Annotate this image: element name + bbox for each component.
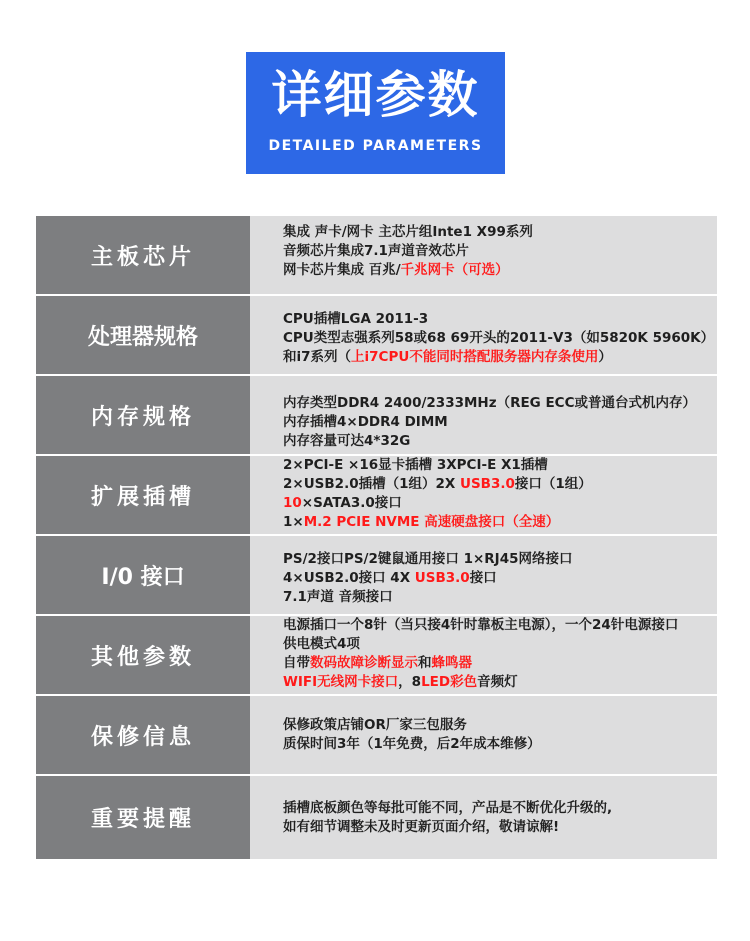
spec-text: 音频芯片集成7.1声道音效芯片: [283, 243, 469, 259]
spec-line: [283, 394, 717, 413]
spec-line: [283, 432, 717, 451]
spec-text: PS/2接口PS/2键鼠通用接口 1×RJ45网络接口: [283, 551, 573, 567]
spec-line: [283, 242, 717, 261]
spec-text: ，8: [398, 674, 422, 690]
spec-row-label: 主板芯片: [36, 216, 250, 294]
spec-text: 接口: [469, 570, 497, 586]
spec-text: 接口（1组）: [514, 476, 592, 492]
spec-line: [283, 413, 717, 432]
highlight-text: USB3.0: [460, 476, 515, 492]
spec-text: 内存容量可达4*32G: [283, 433, 411, 449]
spec-text: 2×PCI-E ×16显卡插槽 3XPCI-E X1插槽: [283, 457, 548, 473]
spec-line: [283, 818, 717, 837]
spec-text: 内存插槽4×DDR4 DIMM: [283, 414, 448, 430]
spec-text: 和: [418, 655, 432, 671]
spec-table: [36, 216, 717, 859]
highlight-text: 数码故障诊断显示: [310, 655, 418, 671]
highlight-text: 蜂鸣器: [431, 655, 472, 671]
spec-line: [283, 635, 717, 654]
spec-text: 4×USB2.0接口 4X: [283, 570, 415, 586]
spec-text: 集成 声卡/网卡 主芯片组Inte1 X99系列: [283, 224, 533, 240]
spec-row-label: 内存规格: [36, 376, 250, 454]
spec-line: [283, 261, 717, 280]
highlight-text: M.2 PCIE NVME 高速硬盘接口（全速）: [303, 514, 560, 530]
spec-line: [283, 456, 717, 475]
spec-line: [283, 673, 717, 692]
spec-text: 插槽底板颜色等每批可能不同，产品是不断优化升级的,: [283, 799, 613, 816]
header-banner: [246, 52, 505, 174]
spec-text: 网卡芯片集成 百兆/: [283, 262, 401, 278]
spec-row-label: 处理器规格: [36, 296, 250, 374]
spec-row-content: [250, 536, 717, 614]
spec-line: [283, 735, 717, 754]
highlight-text: 千兆网卡（可选）: [400, 262, 509, 278]
spec-row-label: 重要提醒: [36, 776, 250, 859]
spec-text: CPU插槽LGA 2011-3: [283, 311, 429, 327]
highlight-text: LED彩色: [421, 674, 478, 690]
spec-row-content: [250, 296, 717, 374]
spec-row-label: 保修信息: [36, 696, 250, 774]
spec-line: [283, 616, 717, 635]
spec-line: [283, 550, 717, 569]
spec-text: 保修政策店铺OR厂家三包服务: [283, 717, 467, 733]
spec-row-label: I/0 接口: [36, 536, 250, 614]
spec-row: [36, 376, 717, 456]
spec-line: [283, 348, 717, 367]
spec-line: [283, 475, 717, 494]
spec-row: [36, 216, 717, 296]
spec-row-content: [250, 776, 717, 859]
spec-text: 7.1声道 音频接口: [283, 589, 393, 605]
highlight-text: USB3.0: [414, 570, 470, 586]
spec-row-content: [250, 456, 717, 534]
spec-row-content: [250, 616, 717, 694]
spec-row-label: 扩展插槽: [36, 456, 250, 534]
spec-row: [36, 696, 717, 776]
spec-text: 自带: [283, 655, 310, 671]
page-title: 详细参数: [271, 66, 480, 124]
spec-row: [36, 536, 717, 616]
spec-row: [36, 776, 717, 859]
spec-line: [283, 799, 717, 818]
spec-text: 内存类型DDR4 2400/2333MHz（REG ECC或普通台式机内存）: [283, 395, 697, 411]
spec-row-content: [250, 696, 717, 774]
spec-row-content: [250, 216, 717, 294]
spec-text: 电源插口一个8针（当只接4针时靠板主电源），一个24针电源接口: [283, 617, 679, 633]
spec-text: 质保时间3年（1年免费，后2年成本维修）: [283, 736, 541, 752]
highlight-text: 10: [283, 495, 302, 511]
spec-text: ×SATA3.0接口: [301, 495, 402, 511]
spec-line: [283, 588, 717, 607]
spec-text: 音频灯: [477, 674, 518, 690]
spec-row: [36, 616, 717, 696]
spec-row: [36, 456, 717, 536]
spec-line: [283, 716, 717, 735]
highlight-text: WIFI无线网卡接口: [283, 674, 399, 690]
spec-line: [283, 513, 717, 532]
spec-text: 和i7系列（: [283, 349, 352, 365]
spec-row-label: 其他参数: [36, 616, 250, 694]
page-subtitle: DETAILED PARAMETERS: [268, 138, 483, 154]
spec-line: [283, 329, 717, 348]
spec-row-content: [250, 376, 717, 454]
spec-text: CPU类型志强系列58或68 69开头的2011-V3（如5820K 5960K）: [283, 330, 715, 346]
spec-line: [283, 569, 717, 588]
highlight-text: 上i7CPU不能同时搭配服务器内存条使用: [351, 349, 599, 365]
spec-line: [283, 310, 717, 329]
spec-text: 供电模式4项: [283, 636, 360, 652]
spec-line: [283, 223, 717, 242]
spec-text: 如有细节调整未及时更新页面介绍，敬请谅解!: [283, 818, 560, 835]
spec-text: 1×: [283, 514, 304, 530]
spec-line: [283, 654, 717, 673]
spec-text: ）: [598, 349, 612, 365]
spec-text: 2×USB2.0插槽（1组）2X: [283, 476, 460, 492]
spec-row: [36, 296, 717, 376]
spec-line: [283, 494, 717, 513]
